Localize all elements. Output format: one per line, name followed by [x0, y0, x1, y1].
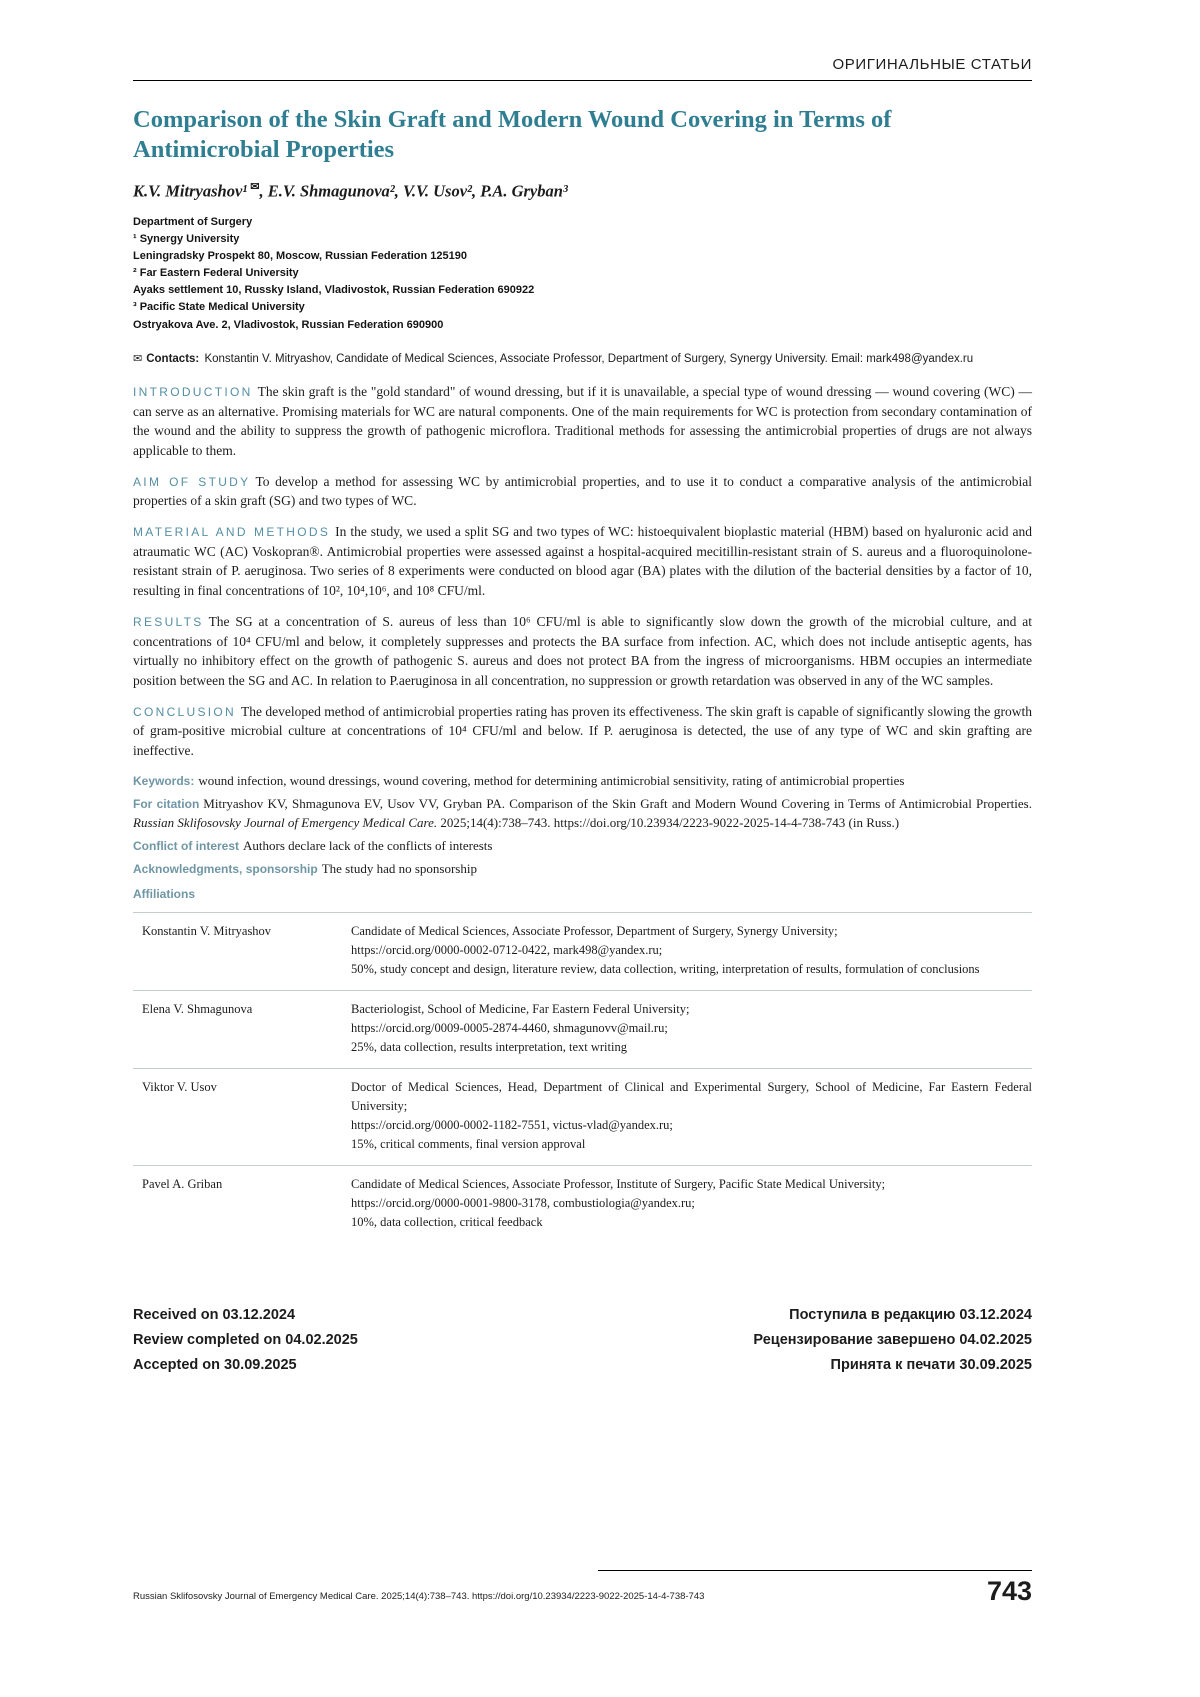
- section-label-methods: MATERIAL AND METHODS: [133, 525, 331, 540]
- abstract-conclusion: [133, 702, 1032, 761]
- contacts-line: [133, 351, 1032, 368]
- detail-line-orcid: https://orcid.org/0009-0005-2874-4460, shmagunovv@mail.ru;: [351, 1020, 668, 1035]
- keywords-line: [133, 772, 1032, 791]
- date-row-received: [133, 1307, 1032, 1323]
- authors-rest: , E.V. Shmagunova², V.V. Usov², P.A. Gryban³: [259, 181, 568, 201]
- table-row: [133, 1165, 1032, 1243]
- author-details-cell: [351, 1000, 1032, 1057]
- affiliation-line: Ostryakova Ave. 2, Vladivostok, Russian Federation 690900: [133, 318, 444, 331]
- abstract-methods: [133, 522, 1032, 601]
- footer-rule: [598, 1570, 1032, 1571]
- conflict-label: Conflict of interest: [133, 838, 240, 853]
- citation-journal-name: Russian Sklifosovsky Journal of Emergency Medical Care.: [133, 814, 438, 830]
- date-row-review: [133, 1332, 1032, 1348]
- section-label-introduction: INTRODUCTION: [133, 384, 253, 399]
- abstract-aim: [133, 472, 1032, 511]
- section-label-aim: AIM OF STUDY: [133, 474, 251, 489]
- acknowledgments-line: [133, 860, 1032, 879]
- detail-line: Candidate of Medical Sciences, Associate Professor, Department of Surgery, Synergy University;: [351, 923, 838, 938]
- affiliations-table: [133, 912, 1032, 1243]
- date-row-accepted: [133, 1357, 1032, 1373]
- table-row: [133, 1068, 1032, 1165]
- author-name-cell: Konstantin V. Mitryashov: [142, 923, 272, 938]
- section-label-results: RESULTS: [133, 614, 204, 629]
- contacts-text: Konstantin V. Mitryashov, Candidate of Medical Sciences, Associate Professor, Department of Surgery, Synergy University. Email: mark498@yandex.ru: [204, 352, 974, 365]
- article-title: Comparison of the Skin Graft and Modern Wound Covering in Terms of Antimicrobial Properties: [133, 106, 892, 163]
- citation-line: [133, 795, 1032, 833]
- accepted-en: Accepted on 30.09.2025: [133, 1356, 297, 1373]
- corresponding-author-email-icon[interactable]: ✉: [250, 180, 260, 193]
- affiliation-line: ¹ Synergy University: [133, 233, 240, 246]
- results-text: The SG at a concentration of S. aureus of less than 10⁶ CFU/ml is able to significantly slow down the growth of the microbial culture, and at concentrations of 10⁴ CFU/ml and below, it completely suppresses and protects the BA surface from infection. AC, which does not include antiseptic agents, has virtually no inhibitory effect on the growth of pathogenic S. aureus and does not protect BA from the ingress of microorganisms. HBM occupies an intermediate position between the SG and AC. In relation to P.aeruginosa in all concentration, no suppression or growth retardation was observed in any of the WC samples.: [133, 613, 1032, 688]
- author-details-cell: [351, 1175, 1032, 1232]
- accepted-ru: Принята к печати 30.09.2025: [830, 1356, 1032, 1373]
- conclusion-text: The developed method of antimicrobial properties rating has proven its effectiveness. The skin graft is capable of significantly slowing the growth of gram-positive microbial culture at concentrations of 10⁴ CFU/ml and below. If P. aeruginosa is detected, the use of any type of WC and skin grafting are ineffective.: [133, 703, 1032, 759]
- envelope-icon: ✉: [133, 352, 143, 365]
- page-footer: [133, 1570, 1032, 1605]
- affiliation-line: Leningradsky Prospekt 80, Moscow, Russian Federation 125190: [133, 250, 467, 263]
- affiliation-block: [133, 214, 1032, 333]
- abstract-introduction: [133, 382, 1032, 461]
- detail-line-orcid: https://orcid.org/0000-0002-0712-0422, mark498@yandex.ru;: [351, 942, 663, 957]
- abstract-results: [133, 612, 1032, 691]
- section-label-conclusion: CONCLUSION: [133, 704, 237, 719]
- affiliation-line: Ayaks settlement 10, Russky Island, Vladivostok, Russian Federation 690922: [133, 284, 535, 297]
- affiliation-line: ² Far Eastern Federal University: [133, 267, 299, 280]
- for-citation-label: For citation: [133, 796, 200, 811]
- author-corresponding: K.V. Mitryashov¹: [133, 181, 248, 201]
- detail-line-orcid: https://orcid.org/0000-0001-9800-3178, combustiologia@yandex.ru;: [351, 1195, 695, 1210]
- detail-line-contribution: 50%, study concept and design, literature review, data collection, writing, interpretation of results, formulation of conclusions: [351, 961, 980, 976]
- author-name-cell: Pavel A. Griban: [142, 1176, 223, 1191]
- detail-line: Bacteriologist, School of Medicine, Far Eastern Federal University;: [351, 1001, 690, 1016]
- author-name-cell: Elena V. Shmagunova: [142, 1001, 253, 1016]
- aim-text: To develop a method for assessing WC by antimicrobial properties, and to use it to conduct a comparative analysis of the antimicrobial properties of a skin graft (SG) and two types of WC.: [133, 473, 1032, 509]
- affiliation-line: Department of Surgery: [133, 216, 253, 229]
- received-en: Received on 03.12.2024: [133, 1306, 296, 1323]
- dates-block: [133, 1307, 1032, 1373]
- footer-citation: Russian Sklifosovsky Journal of Emergency Medical Care. 2025;14(4):738–743. https://doi.org/10.23934/2223-9022-2025-14-4-738-743: [133, 1591, 705, 1602]
- page-number: 743: [986, 1576, 1032, 1606]
- received-ru: Поступила в редакцию 03.12.2024: [789, 1306, 1032, 1323]
- conflict-line: [133, 837, 1032, 856]
- detail-line-contribution: 15%, critical comments, final version approval: [351, 1136, 586, 1151]
- authors-line: [133, 180, 1032, 202]
- review-ru: Рецензирование завершено 04.02.2025: [753, 1331, 1032, 1348]
- conflict-text: Authors declare lack of the conflicts of interests: [243, 837, 493, 853]
- detail-line-orcid: https://orcid.org/0000-0002-1182-7551, victus-vlad@yandex.ru;: [351, 1117, 673, 1132]
- author-details-cell: [351, 1078, 1032, 1154]
- table-row: [133, 990, 1032, 1068]
- detail-line-contribution: 10%, data collection, critical feedback: [351, 1214, 543, 1229]
- introduction-text: The skin graft is the "gold standard" of wound dressing, but if it is unavailable, a special type of wound dressing — wound covering (WC) — can serve as an alternative. Promising materials for WC are natural components. One of the main requirements for WC is protection from secondary contamination of the wound and the ability to suppress the growth of pathogenic microflora. Traditional methods for assessing the antimicrobial properties of drugs are not always applicable to them.: [133, 383, 1032, 458]
- methods-text: In the study, we used a split SG and two types of WC: histoequivalent bioplastic material (HBM) based on hyaluronic acid and atraumatic WC (AC) Voskopran®. Antimicrobial properties were assessed against a hospital-acquired mecitillin-resistant strain of S. aureus and a fluoroquinolone-resistant strain of P. aeruginosa. Two series of 8 experiments were conducted on blood agar (BA) plates with the dilution of the bacterial densities by a factor of 10, resulting in final concentrations of 10², 10⁴,10⁶, and 10⁸ CFU/ml.: [133, 524, 1032, 599]
- author-details-cell: [351, 922, 1032, 979]
- table-row: [133, 912, 1032, 990]
- detail-line: Doctor of Medical Sciences, Head, Department of Clinical and Experimental Surgery, School of Medicine, Far Eastern Federal University;: [351, 1079, 1032, 1113]
- detail-line: Candidate of Medical Sciences, Associate Professor, Institute of Surgery, Pacific State Medical University;: [351, 1176, 886, 1191]
- author-name-cell: Viktor V. Usov: [142, 1079, 217, 1094]
- contacts-label: Contacts:: [146, 352, 200, 365]
- detail-line-contribution: 25%, data collection, results interpretation, text writing: [351, 1039, 627, 1054]
- citation-text-before: Mitryashov KV, Shmagunova EV, Usov VV, Gryban PA. Comparison of the Skin Graft and Modern Wound Covering in Terms of Antimicrobial Properties.: [203, 795, 1032, 811]
- affiliation-line: ³ Pacific State Medical University: [133, 301, 305, 314]
- header-rule: [133, 80, 1032, 81]
- rubric-header: ОРИГИНАЛЬНЫЕ СТАТЬИ: [832, 56, 1032, 73]
- keywords-label: Keywords:: [133, 773, 195, 788]
- acknowledgments-label: Acknowledgments, sponsorship: [133, 861, 318, 876]
- citation-text-after: 2025;14(4):738–743. https://doi.org/10.23934/2223-9022-2025-14-4-738-743 (in Russ.): [440, 814, 900, 830]
- keywords-text: wound infection, wound dressings, wound covering, method for determining antimicrobial sensitivity, rating of antimicrobial properties: [198, 772, 905, 788]
- acknowledgments-text: The study had no sponsorship: [321, 860, 477, 876]
- affiliations-heading: Affiliations: [133, 886, 195, 901]
- review-en: Review completed on 04.02.2025: [133, 1331, 358, 1348]
